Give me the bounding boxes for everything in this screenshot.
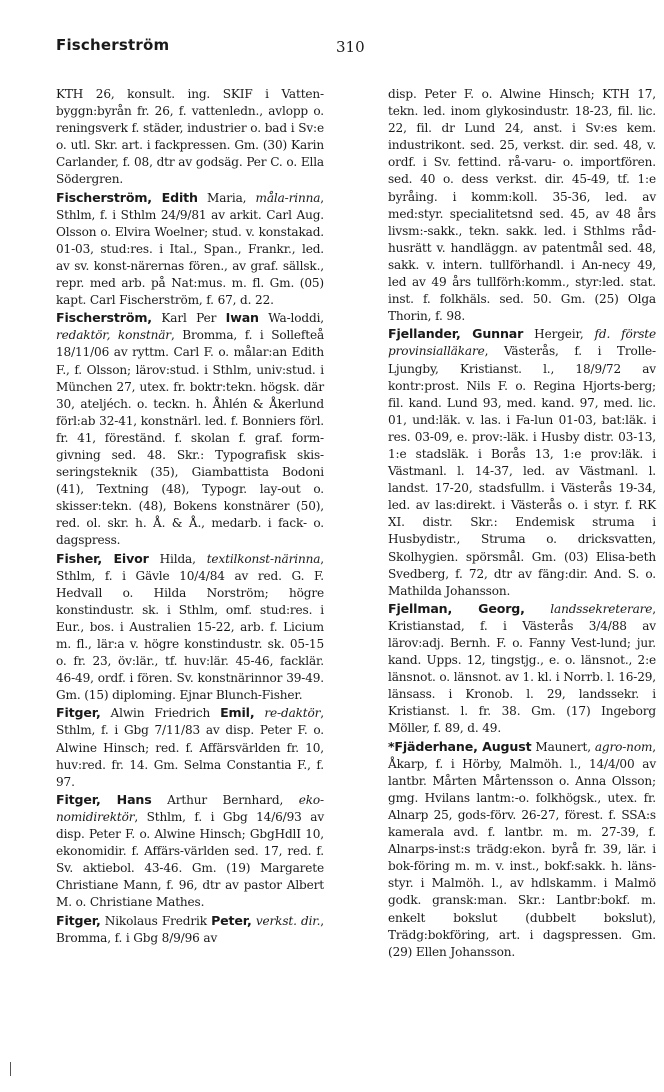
entry-occupation: landssekreterare [550,601,653,616]
entry-name: Fjellman, Georg, [388,600,525,616]
entry-name-called: Iwan [225,310,259,326]
entry-name: Fjellander, Gunnar [388,326,524,342]
left-column [56,86,324,947]
entry-name: Fitger, [56,705,101,721]
entry-occupation: verkst. dir. [255,913,321,928]
entry-name: Fitger, [56,912,101,928]
entry-name-called: Emil, [220,705,255,721]
entry-given-names: Hergeir, [523,327,595,342]
entry-given-names-2 [254,706,264,720]
entry-occupation: re-daktör [264,706,321,721]
entry-continuation [388,86,656,325]
entry-continuation [56,86,324,189]
entry-occupation: eko-nomidirektör [56,792,324,824]
entry-text: , Sthlm, f. i Sthlm 24/9/81 av arkit. Carl Aug. Olsson o. Elvira Woelner; stud. v. konstakad. 01-03, stud:res. i Ital., Span., Frankr., led. av sv. konst-närernas fören., av graf. sällsk., repr. med arb. på Nat:mus. m. fl. Gm. (05) kapt. Carl Fischerström, f. 67, d. 22. [56,190,324,308]
entry-text: , Västerås, f. i Trolle-Ljungby, Kristianst. l., 18/9/72 av kontr:prost. Nils F. o. Regina Hjorts-berg; fil. kand. Lund 93, med. kand. 97, med. lic. 01, und:läk. v. las. i Fa-lun 01-03, bat:läk. i res. 03-09, e. prov:-läk. i Husby distr. 03-13, 1:e stadsläk. i Borås 13, 1:e prov:läk. i Västmanl. l. 14-37, led. av Västmanl. l. landst. 17-20, stadsfullm. i Västerås 19-34, led. av las:direkt. i Västerås o. i styr. f. RK XI. distr. Skr.: Endemisk struma i Husbydistr., Struma o. dricksvatten, Skolhygien. spörsmål. Gm. (03) Elisa-beth Svedberg, f. 72, dtr av fäng:dir. And. S. o. Mathilda Johansson. [388,344,656,598]
entry-given-names-2: Wa-loddi, [258,311,324,326]
entry-text: , Bromma, f. i Sollefteå 18/11/06 av ryttm. Carl F. o. målar:an Edith F., f. Olsson; lärov:stud. i Sthlm, univ:stud. i München 27, utex. fr. boktr:tekn. högsk. där 30, ateljéch. o. teckn. h. Åhlén & Åkerlund förl:ab 32-41, konstnärl. led. f. Bonniers förl. fr. 41, föreständ. f. skolan f. graf. form-givning sed. 48. Skr.: Typografisk skis-seringsteknik (35), Giambattista Bodoni (41), Textning (48), Typogr. lay-out o. skisser:tekn. (48), Bokens konstnärer (50), red. ol. skr. h. Å. & Å., medarb. i fack- o. dagspress. [56,328,325,548]
biography-entry [56,189,324,310]
page-header [56,36,652,58]
biography-entry [56,704,324,790]
entry-occupation: agro-nom [594,739,653,754]
entry-given-names: Maunert, [531,739,595,754]
running-head: Fischerström [56,36,170,54]
entry-text: , Sthlm, f. i Gbg 7/11/83 av disp. Peter F. o. Alwine Hinsch; red. f. Affärsvärlden fr. 10, huv:red. fr. 14. Gm. Selma Constantia F., f. 97. [56,706,324,789]
entry-text: , Åkarp, f. i Hörby, Malmöh. l., 14/4/00 av lantbr. Mårten Mårtensson o. Anna Olsson; gmg. Hvilans lantm:-o. folkhögsk., utex. fr. Alnarp 25, gods-förv. 26-27, förest. f. SSA:s kamerala avd. f. lantbr. m. m. 27-39, f. Alnarps-inst:s trädg:ekon. byrå fr. 39, lär. i bok-föring m. m. v. inst., bokf:sakk. h. läns-styr. i Malmöh. l., av hdlskamm. i Malmö godk. gransk:man. Skr.: Lantbr:bokf. m. enkelt bokslut (dubbelt bokslut), Trädg:bokföring, art. i dagspressen. Gm. (29) Ellen Johansson. [388,739,656,959]
entry-occupation: fd. förste provinsialläkare [388,327,656,359]
biography-entry [388,600,656,738]
entry-text: , Sthlm, f. i Gävle 10/4/84 av red. G. F. Hedvall o. Hilda Norström; högre konstindustr. sk. i Sthlm, omf. stud:res. i Eur., bos. i Australien 15-22, arb. f. Licium m. fl., lär:a v. högre konstindustr. sk. 05-15 o. fr. 23, öv:lär., tf. huv:lär. 45-46, facklär. 46-49, ordf. i fören. Sv. konstnärinnor 39-49. Gm. (15) diploming. Ejnar Blunch-Fisher. [56,551,324,703]
biography-entry [56,550,324,705]
entry-name: Fisher, Eivor [56,550,149,566]
entry-occupation: redaktör, konstnär [56,328,171,343]
margin-mark [10,1062,11,1076]
biography-entry [56,309,324,549]
biography-entry [388,738,656,961]
entry-name-called: Peter, [211,912,252,928]
entry-text: disp. Peter F. o. Alwine Hinsch; KTH 17, tekn. led. inom glykosindustr. 18-23, fil. lic. 22, fil. dr Lund 24, anst. i Sv:es kem. industrikont. sed. 25, verkst. dir. sed. 48, v. ordf. i Sv. fettind. rå-varu- o. importfören. sed. 40 o. dess verkst. dir. 45-49, tf. 1:e byråing. i komm:koll. 35-36, led. av med:styr. specialitetsnd sed. 45, av 48 års livsm:-sakk., tekn. sakk. led. i Sthlms råd-husrätt v. handläggn. av patentmål sed. 48, sakk. v. intern. tullförhandl. i An-necy 49, led av 49 års tullförh:komm., styr:led. stat. inst. f. folkhäls. sed. 50. Gm. (25) Olga Thorin, f. 98. [388,87,656,324]
entry-given-names: Arthur Bernhard, [151,792,299,807]
entry-given-names: Alwin Friedrich [100,706,221,721]
entry-given-names: Maria, [197,190,256,205]
entry-name: Fischerström, Edith [56,189,198,205]
entry-text: , Kristianstad, f. i Västerås 3/4/88 av lärov:adj. Bernh. F. o. Fanny Vest-lund; jur. kand. Upps. 12, tingstjg., e. o. länsnot., 2:e länsnot. o. länsnot. av 1. kl. i Norrb. l. 16-29, länsass. i Kronob. l. 29, landssekr. i Kristianst. l. fr. 38. Gm. (17) Ingeborg Möller, f. 89, d. 49. [388,601,656,736]
entry-name: Fitger, Hans [56,791,152,807]
entry-occupation: måla-rinna [255,190,321,205]
biography-entry [56,791,324,912]
entry-occupation: textilkonst-närinna [206,551,321,566]
entry-given-names: Hilda, [148,551,207,566]
entry-text: , Sthlm, f. i Gbg 14/6/93 av disp. Peter F. o. Alwine Hinsch; GbgHdlI 10, ekonomidir. f. Affärs-världen sed. 17, red. f. Sv. aktiebol. 43-46. Gm. (19) Margarete Christiane Mann, f. 96, dtr av pastor Albert M. o. Christiane Mathes. [56,809,324,910]
page-number: 310 [336,38,365,56]
entry-given-names: Nikolaus Fredrik [100,913,212,928]
entry-given-names: Karl Per [151,311,226,326]
entry-text: KTH 26, konsult. ing. SKIF i Vatten-byggn:byrån fr. 26, f. vattenledn., avlopp o. reningsverk f. städer, industrier o. bad i Sv:e o. utl. Skr. art. i fackpressen. Gm. (30) Karin Carlander, f. 08, dtr av godsäg. Per C. o. Ella Södergren. [56,87,324,187]
entry-name: Fischerström, [56,310,152,326]
biography-entry [388,325,656,600]
entry-given-names [525,602,551,616]
entry-name: *Fjäderhane, August [388,738,532,754]
right-column [388,86,656,961]
biography-entry [56,912,324,947]
entry-text: , Bromma, f. i Gbg 8/9/96 av [56,913,324,945]
